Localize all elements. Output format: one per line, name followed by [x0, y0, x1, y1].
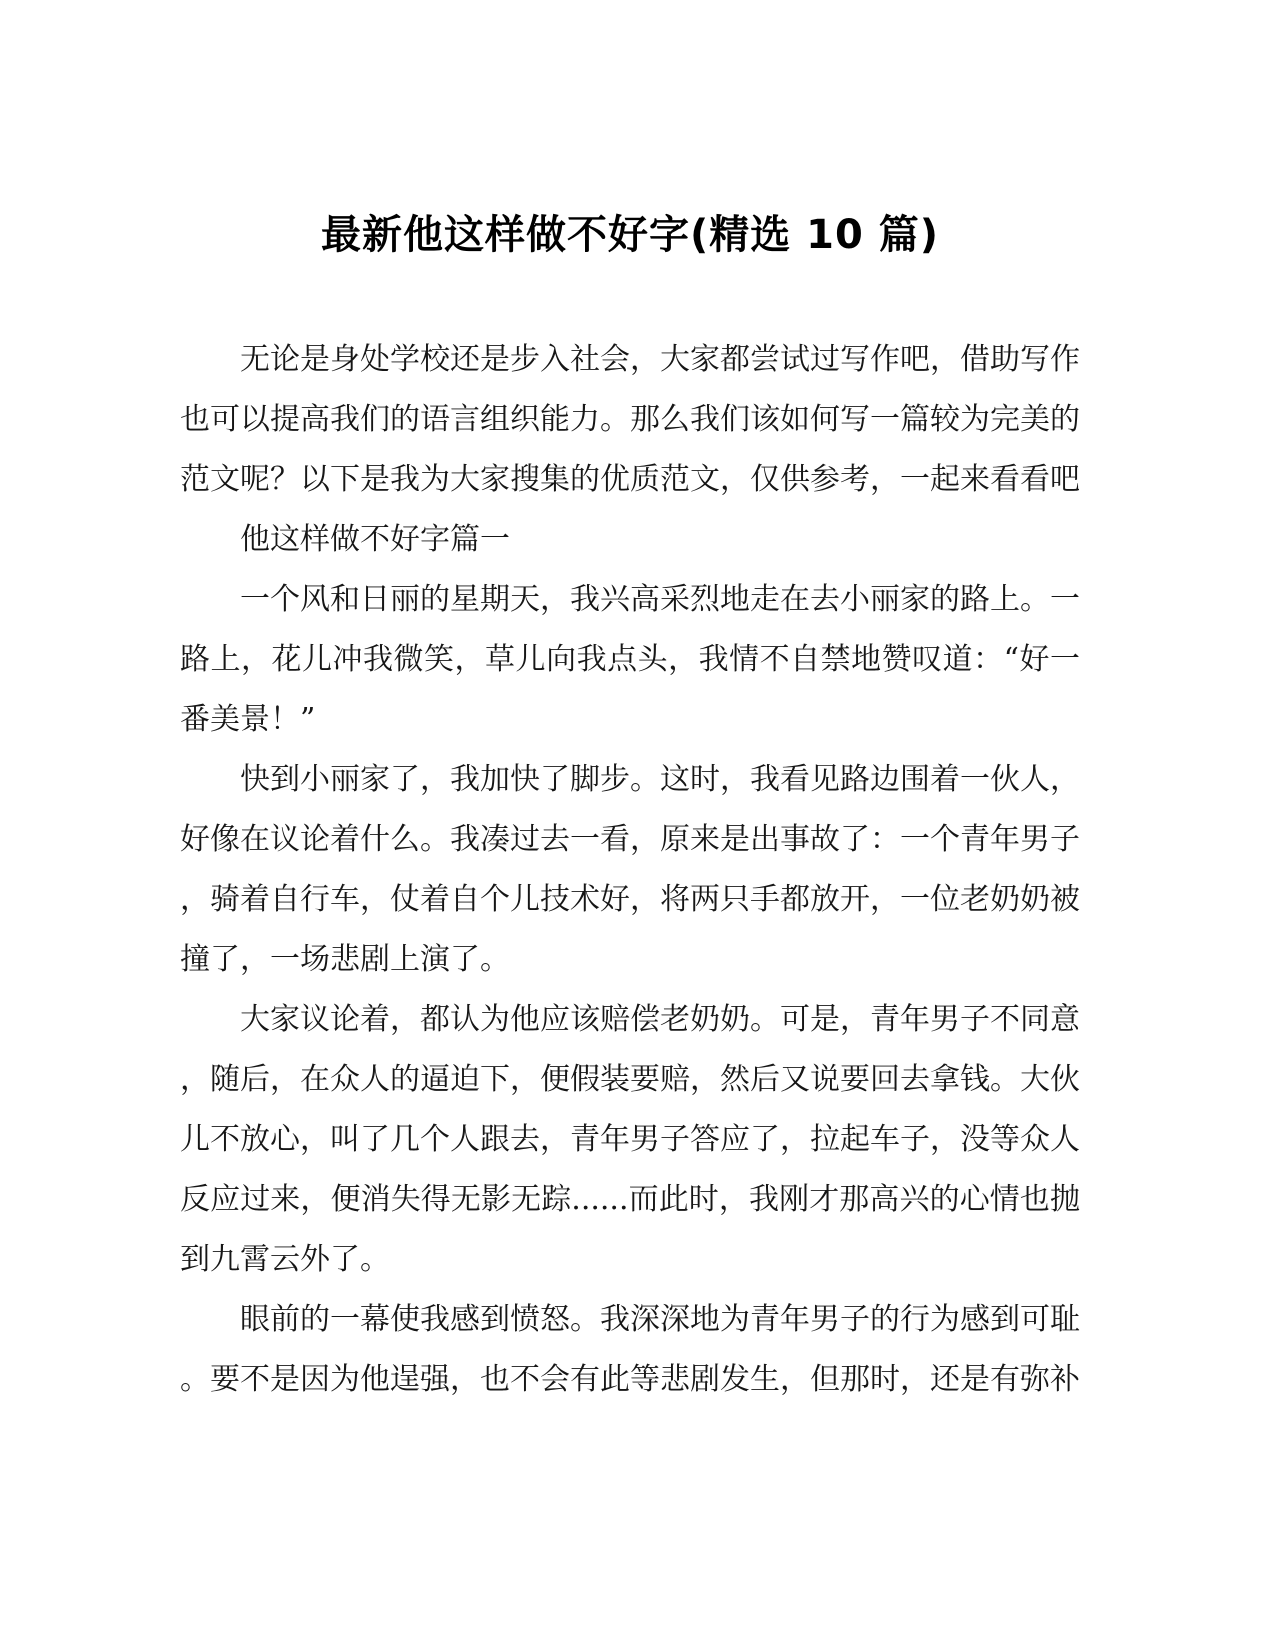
paragraph: 眼前的一幕使我感到愤怒。我深深地为青年男子的行为感到可耻。要不是因为他逞强，也不会有此等悲剧发生，但那时，还是有弥补	[180, 1302, 1080, 1397]
paragraph: 他这样做不好字篇一	[240, 522, 510, 557]
paragraph: 快到小丽家了，我加快了脚步。这时，我看见路边围着一伙人，好像在议论着什么。我凑过去一看，原来是出事故了：一个青年男子，骑着自行车，仗着自个儿技术好，将两只手都放开，一位老奶奶被撞了，一场悲剧上演了。	[180, 762, 1080, 977]
paragraph: 大家议论着，都认为他应该赔偿老奶奶。可是，青年男子不同意，随后，在众人的逼迫下，便假装要赔，然后又说要回去拿钱。大伙儿不放心，叫了几个人跟去，青年男子答应了，拉起车子，没等众人反应过来，便消失得无影无踪......而此时，我刚才那高兴的心情也抛到九霄云外了。	[180, 1002, 1080, 1277]
document-body	[180, 330, 1080, 1410]
paragraph: 无论是身处学校还是步入社会，大家都尝试过写作吧，借助写作也可以提高我们的语言组织能力。那么我们该如何写一篇较为完美的范文呢？以下是我为大家搜集的优质范文，仅供参考，一起来看看吧	[180, 342, 1080, 497]
document-title: 最新他这样做不好字(精选 10 篇)	[320, 212, 940, 258]
paragraph: 一个风和日丽的星期天，我兴高采烈地走在去小丽家的路上。一路上，花儿冲我微笑，草儿向我点头，我情不自禁地赞叹道：“好一番美景！”	[180, 582, 1080, 737]
